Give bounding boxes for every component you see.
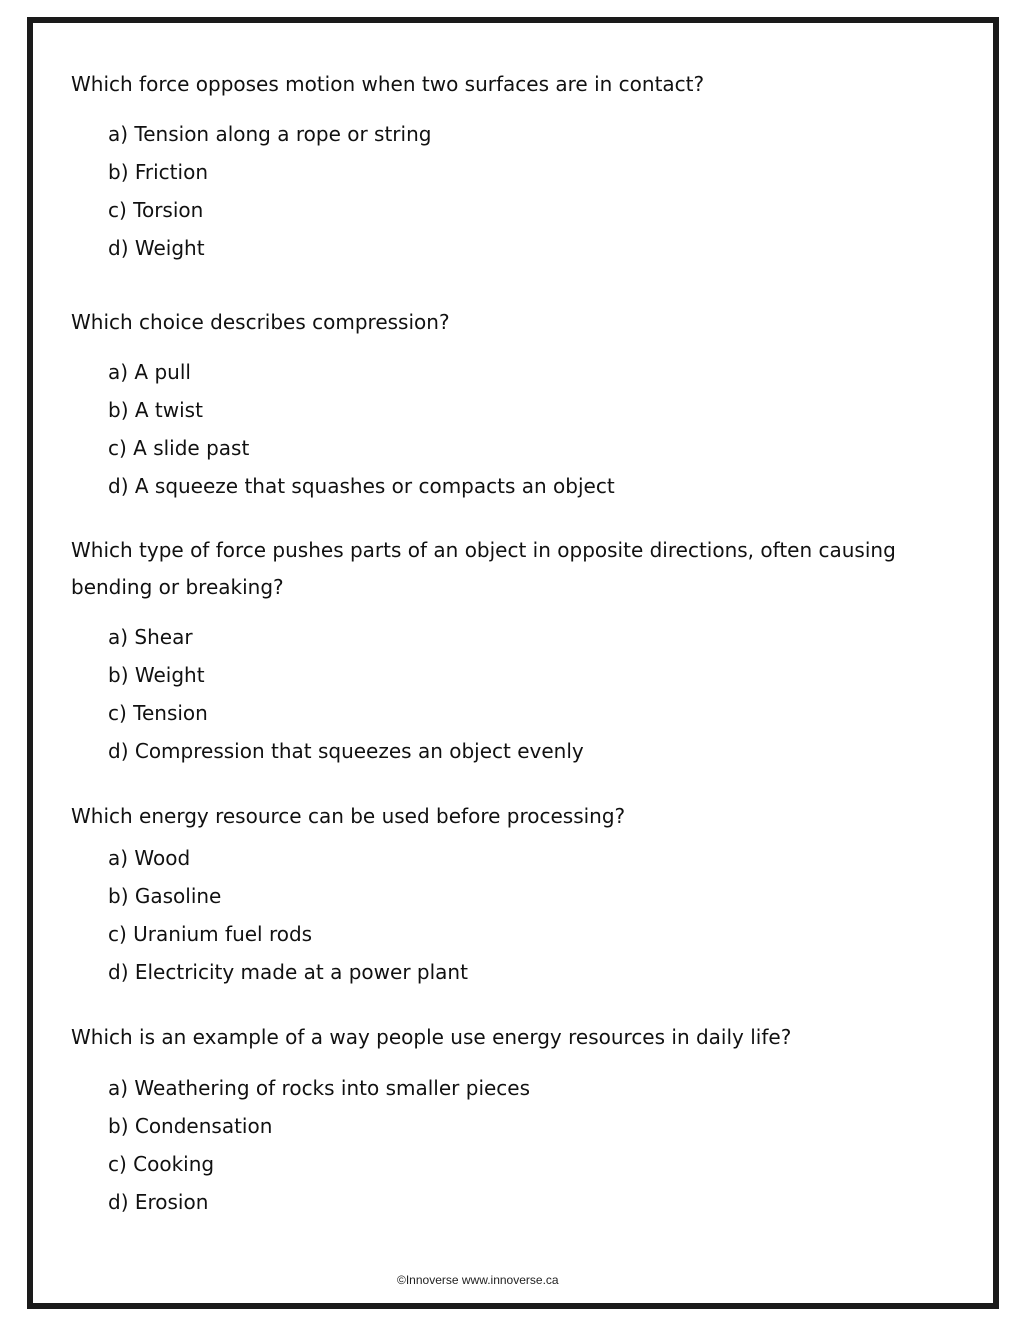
option-c: c) Torsion [108, 198, 204, 222]
option-b: b) Friction [108, 160, 208, 184]
option-a: a) Shear [108, 625, 193, 649]
option-a: a) A pull [108, 360, 191, 384]
option-d: d) Electricity made at a power plant [108, 960, 468, 984]
option-b: b) Gasoline [108, 884, 222, 908]
footer-copyright: ©Innoverse www.innoverse.ca [389, 1270, 567, 1290]
question-text: Which is an example of a way people use energy resources in daily life? [71, 1025, 792, 1049]
option-d: d) Weight [108, 236, 205, 260]
option-c: c) A slide past [108, 436, 250, 460]
option-a: a) Tension along a rope or string [108, 122, 432, 146]
option-c: c) Cooking [108, 1152, 215, 1176]
question-text: Which energy resource can be used before processing? [71, 804, 626, 828]
option-b: b) Weight [108, 663, 205, 687]
option-a: a) Weathering of rocks into smaller pieces [108, 1076, 531, 1100]
page-frame [27, 17, 999, 1309]
option-d: d) Compression that squeezes an object evenly [108, 739, 584, 763]
option-b: b) Condensation [108, 1114, 273, 1138]
option-d: d) Erosion [108, 1190, 209, 1214]
option-b: b) A twist [108, 398, 203, 422]
option-c: c) Uranium fuel rods [108, 922, 313, 946]
option-a: a) Wood [108, 846, 191, 870]
question-text: Which choice describes compression? [71, 310, 450, 334]
question-text: Which force opposes motion when two surfaces are in contact? [71, 72, 705, 96]
option-c: c) Tension [108, 701, 208, 725]
option-d: d) A squeeze that squashes or compacts an object [108, 474, 615, 498]
question-text: Which type of force pushes parts of an object in opposite directions, often causing bending or breaking? [71, 538, 896, 599]
